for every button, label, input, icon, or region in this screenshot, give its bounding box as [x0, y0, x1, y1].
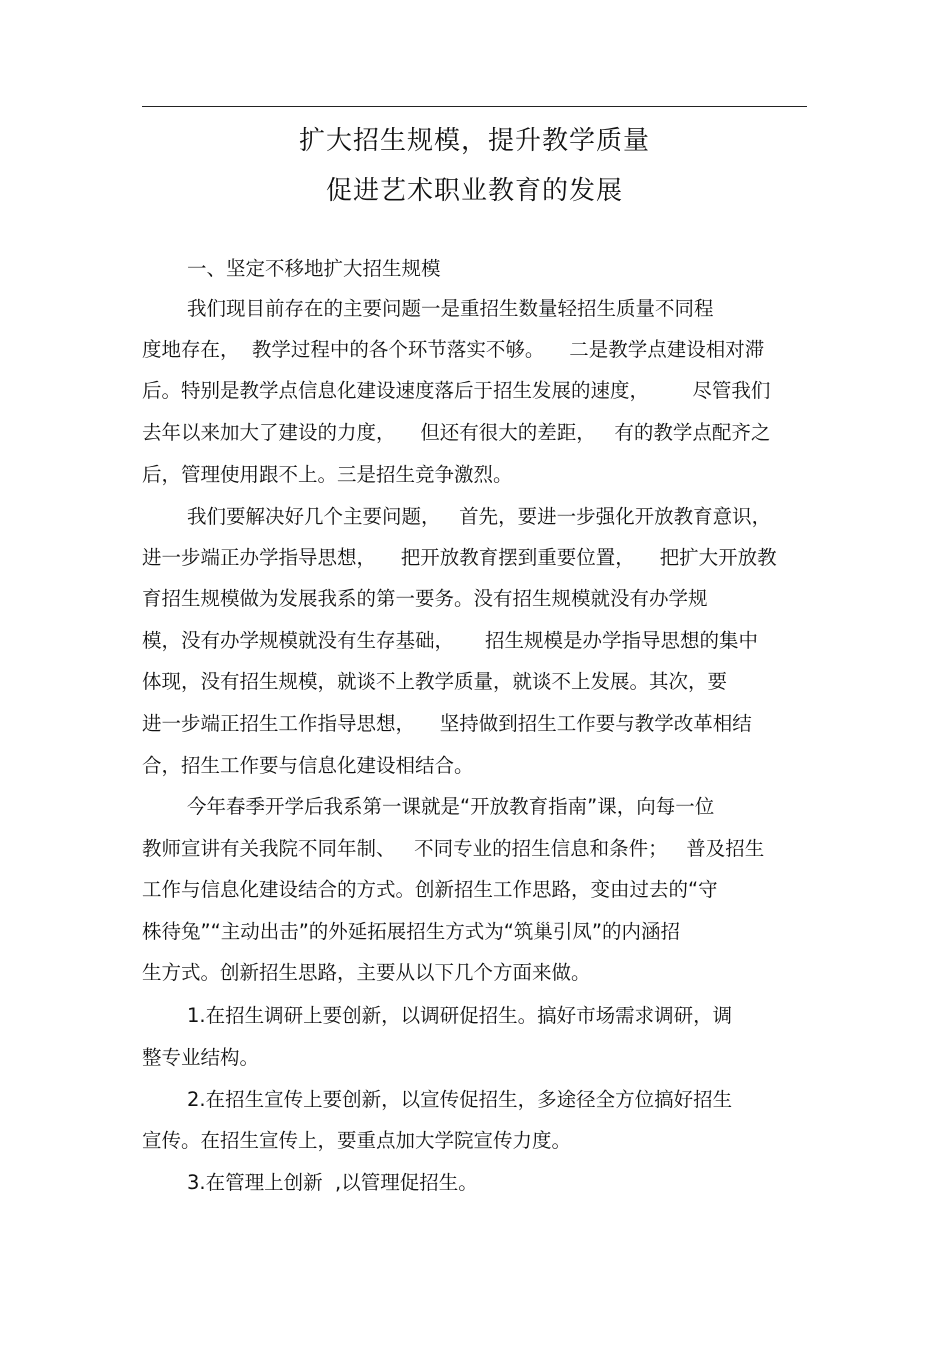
- paragraph-line: 去年以来加大了建设的力度， 但还有很大的差距， 有的教学点配齐之: [142, 421, 771, 444]
- paragraph-line: 宣传。在招生宣传上，要重点加大学院宣传力度。: [142, 1129, 572, 1152]
- paragraph-line: 育招生规模做为发展我系的第一要务。没有招生规模就没有办学规: [142, 587, 708, 610]
- top-rule: [142, 106, 807, 107]
- paragraph-line: 模，没有办学规模就没有生存基础， 招生规模是办学指导思想的集中: [142, 629, 758, 652]
- numbered-item-3: 3.在管理上创新 ,以管理促招生。: [187, 1171, 478, 1194]
- numbered-item-1: 1.在招生调研上要创新，以调研促招生。搞好市场需求调研，调: [187, 1004, 733, 1027]
- document-title-line-2: 促进艺术职业教育的发展: [325, 176, 623, 206]
- paragraph-line: 株待兔”“主动出击”的外延拓展招生方式为“筑巢引凤”的内涵招: [142, 920, 681, 943]
- paragraph-line: 今年春季开学后我系第一课就是“开放教育指南”课，向每一位: [187, 795, 715, 818]
- paragraph-line: 我们要解决好几个主要问题， 首先，要进一步强化开放教育意识，: [187, 505, 772, 528]
- paragraph-line: 体现，没有招生规模，就谈不上教学质量，就谈不上发展。其次，要: [142, 670, 728, 693]
- paragraph-line: 合，招生工作要与信息化建设相结合。: [142, 754, 474, 777]
- paragraph-line: 度地存在， 教学过程中的各个环节落实不够。 二是教学点建设相对滞: [142, 338, 765, 361]
- paragraph-line: 进一步端正办学指导思想， 把开放教育摆到重要位置， 把扩大开放教: [142, 546, 777, 569]
- paragraph-line: 整专业结构。: [142, 1046, 260, 1069]
- paragraph-line: 后。特别是教学点信息化建设速度落后于招生发展的速度， 尽管我们: [142, 379, 771, 402]
- paragraph-line: 后，管理使用跟不上。三是招生竞争激烈。: [142, 463, 513, 486]
- paragraph-line: 进一步端正招生工作指导思想， 坚持做到招生工作要与教学改革相结: [142, 712, 752, 735]
- numbered-item-2: 2.在招生宣传上要创新，以宣传促招生，多途径全方位搞好招生: [187, 1088, 733, 1111]
- paragraph-line: 教师宣讲有关我院不同年制、 不同专业的招生信息和条件； 普及招生: [142, 837, 765, 860]
- section-heading: 一、坚定不移地扩大招生规模: [187, 257, 441, 280]
- paragraph-line: 我们现目前存在的主要问题一是重招生数量轻招生质量不同程: [187, 297, 714, 320]
- document-title-line-1: 扩大招生规模，提升教学质量: [298, 126, 650, 156]
- paragraph-line: 工作与信息化建设结合的方式。创新招生工作思路，变由过去的“守: [142, 878, 718, 901]
- paragraph-line: 生方式。创新招生思路，主要从以下几个方面来做。: [142, 961, 591, 984]
